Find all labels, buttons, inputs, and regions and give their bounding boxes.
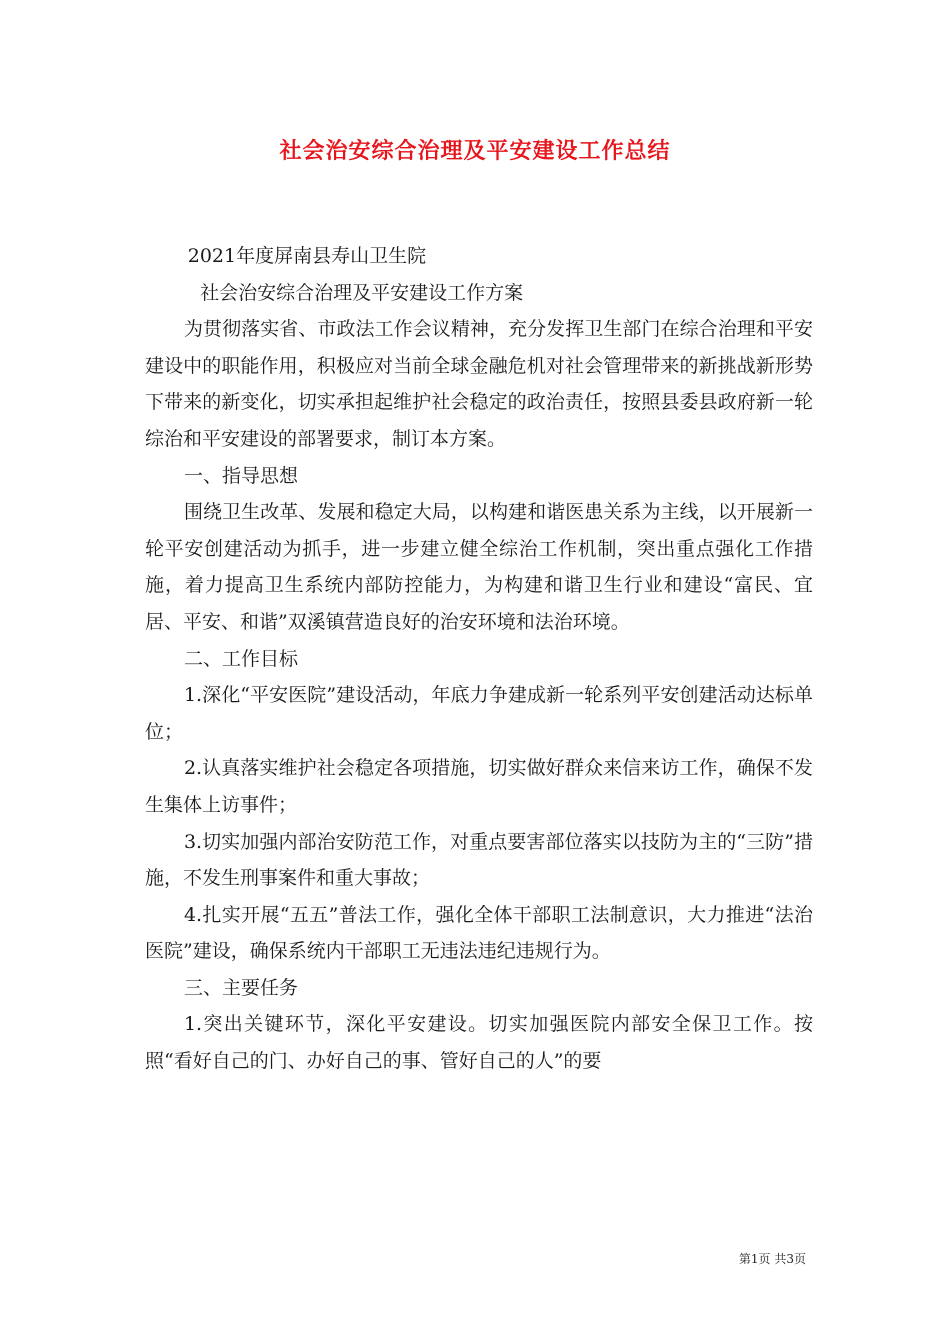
plan-title-line: 社会治安综合治理及平安建设工作方案 bbox=[200, 281, 524, 304]
guiding-thought-paragraph: 围绕卫生改革、发展和稳定大局，以构建和谐医患关系为主线，以开展新一轮平安创建活动为抓手，进一步建立健全综治工作机制，突出重点强化工作措施，着力提高卫生系统内部防控能力，为构建和谐卫生行业和建设“富民、宜居、平安、和谐”双溪镇营造良好的治安环境和法治环境。 bbox=[145, 501, 813, 633]
goal-item: 2.认真落实维护社会稳定各项措施，切实做好群众来信来访工作，确保不发生集体上访事件； bbox=[145, 757, 813, 816]
section-heading-guiding-thought: 一、指导思想 bbox=[183, 464, 298, 487]
document-body bbox=[145, 238, 813, 1080]
page-number: 第1页 共3页 bbox=[738, 1252, 806, 1266]
goal-item: 3.切实加强内部治安防范工作，对重点要害部位落实以技防为主的“三防”措施，不发生刑事案件和重大事故； bbox=[145, 830, 813, 890]
org-line: 2021年度屏南县寿山卫生院 bbox=[187, 245, 427, 267]
section-heading-work-goals: 二、工作目标 bbox=[183, 647, 298, 670]
goal-item: 4.扎实开展“五五”普法工作，强化全体干部职工法制意识，大力推进“法治医院”建设，确保系统内干部职工无违法违纪违规行为。 bbox=[145, 903, 813, 963]
intro-paragraph: 为贯彻落实省、市政法工作会议精神，充分发挥卫生部门在综合治理和平安建设中的职能作用，积极应对当前全球金融危机对社会管理带来的新挑战新形势下带来的新变化，切实承担起维护社会稳定的政治责任，按照县委县政府新一轮综治和平安建设的部署要求，制订本方案。 bbox=[145, 318, 813, 450]
section-heading-main-tasks: 三、主要任务 bbox=[183, 976, 298, 999]
task-item: 1.突出关键环节，深化平安建设。切实加强医院内部安全保卫工作。按照“看好自己的门、办好自己的事、管好自己的人”的要 bbox=[145, 1013, 813, 1073]
document-title: 社会治安综合治理及平安建设工作总结 bbox=[279, 138, 671, 164]
goal-item: 1.深化“平安医院”建设活动，年底力争建成新一轮系列平安创建活动达标单位； bbox=[145, 684, 813, 743]
